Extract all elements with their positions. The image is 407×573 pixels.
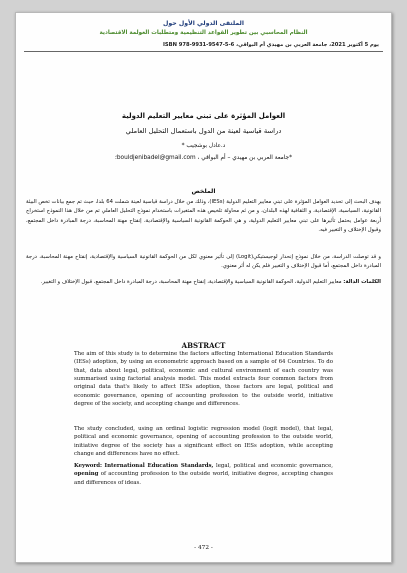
author-affiliation: *جامعة العربي بن مهيدي – أم البواقي ، bouldjenibadel@gmail.com؛ — [115, 155, 292, 161]
arabic-keywords-label: الكلمات الدالة: — [343, 279, 381, 285]
english-keywords — [74, 462, 333, 487]
english-abstract-heading: ABSTRACT — [181, 341, 226, 350]
english-keywords-text-2: of accounting profession to the outside world, initiative degree, accepting changes and differences of ideas. — [74, 471, 334, 486]
conference-title: الملتقى الدولي الأول حول — [163, 20, 244, 27]
article-title: العوامل المؤثرة على تبني معايير التعليم الدولية — [121, 112, 286, 120]
english-keywords-label: Keyword: — [74, 463, 102, 469]
header-divider — [24, 51, 383, 52]
english-keywords-bold: International Education Standards, — [104, 463, 214, 469]
english-keywords-text: legal, political and economic governance, — [216, 463, 334, 469]
article-subtitle: دراسة قياسية لعينة من الدول باستعمال التحليل العاملي — [125, 127, 282, 135]
arabic-keywords-list: معايير التعليم الدولية، الحوكمة القانونية السياسية والإقتصادية، إنفتاح مهنة المحاسبة، درجة المبادرة داخل المجتمع، قبول الإختلاف و التغيير. — [40, 279, 342, 285]
english-abstract-paragraph-1: The aim of this study is to determine the factors affecting International Education Standards (IESs) adoption, by using an econometric approach based on a sample of 64 Countries. To do that, data about legal, political, economic and cultural environment of each country was summarised using factorial analysis model. This model extracts four common factors from original data that's likely to affect IESs adoption, those factors are legal, political and economic governance, opening of accounting profession to the outside world, initiative degree of the society, and accepting change and differences. — [74, 351, 333, 408]
english-abstract-paragraph-2: The study concluded, using an ordinal logistic regression model (logit model), that legal, political and economic governance, opening of accounting profession to the outside world, initiative degree of the society has a significant effect on IESs adoption, while accepting change and differences have no effect. — [74, 426, 333, 458]
english-keywords-bold-2: opening — [74, 471, 99, 478]
conference-info-line: يوم 5 أكتوبر 2021، جامعة العربي بن مهيدي أم البواقي، ISBN 978-9931-9547-5-6 — [162, 42, 379, 48]
arabic-keywords — [26, 278, 381, 287]
paper-page — [15, 12, 392, 563]
page-number: - 472 - — [194, 545, 213, 551]
author-name: د.عادل بوشجيب * — [181, 143, 226, 149]
arabic-abstract-paragraph-2: و قد توصلت الدراسة، من خلال نموذج إنحدار لوجيستيكي(Logit) إلى تأثير معنوي لكل من الحوكمة القانونية السياسية والإقتصادية، إنفتاح مهنة المحاسبة، درجة المبادرة داخل المجتمع، أما قبول الإختلاف و التغيير فلم يكن له أثر معنوي. — [26, 254, 381, 270]
conference-subtitle: النظام المحاسبي بين تطوير القواعد التنظيمية ومتطلبات العولمة الاقتصادية — [99, 30, 308, 36]
arabic-abstract-heading: الملخص — [191, 188, 216, 195]
arabic-abstract-paragraph-1: يهدف البحث إلى تحديد العوامل المؤثرة على تبني معايير التعليم الدولية (IESs)، وذلك من خلال دراسة قياسية لعينة شملت 64 بلدا، حيث تم جمع بيانات تخص البيئة القانونية، السياسية، الإقتصادية، و الثقافية لهذه البلدان، و من ثم محاولة تلخيص هذه المتغيرات باستخدام نموذج التحليل العاملي تم من خلال هذا النموذج استخراج أربعة عوامل يحتمل تأثيرها على تبني معايير التعليم الدولية، و هي الحوكمة القانونية السياسية والإقتصادية، إنفتاح مهنة المحاسبة، درجة المبادرة داخل المجتمع، وقبول الإختلاف و التغيير فيه. — [26, 199, 382, 233]
